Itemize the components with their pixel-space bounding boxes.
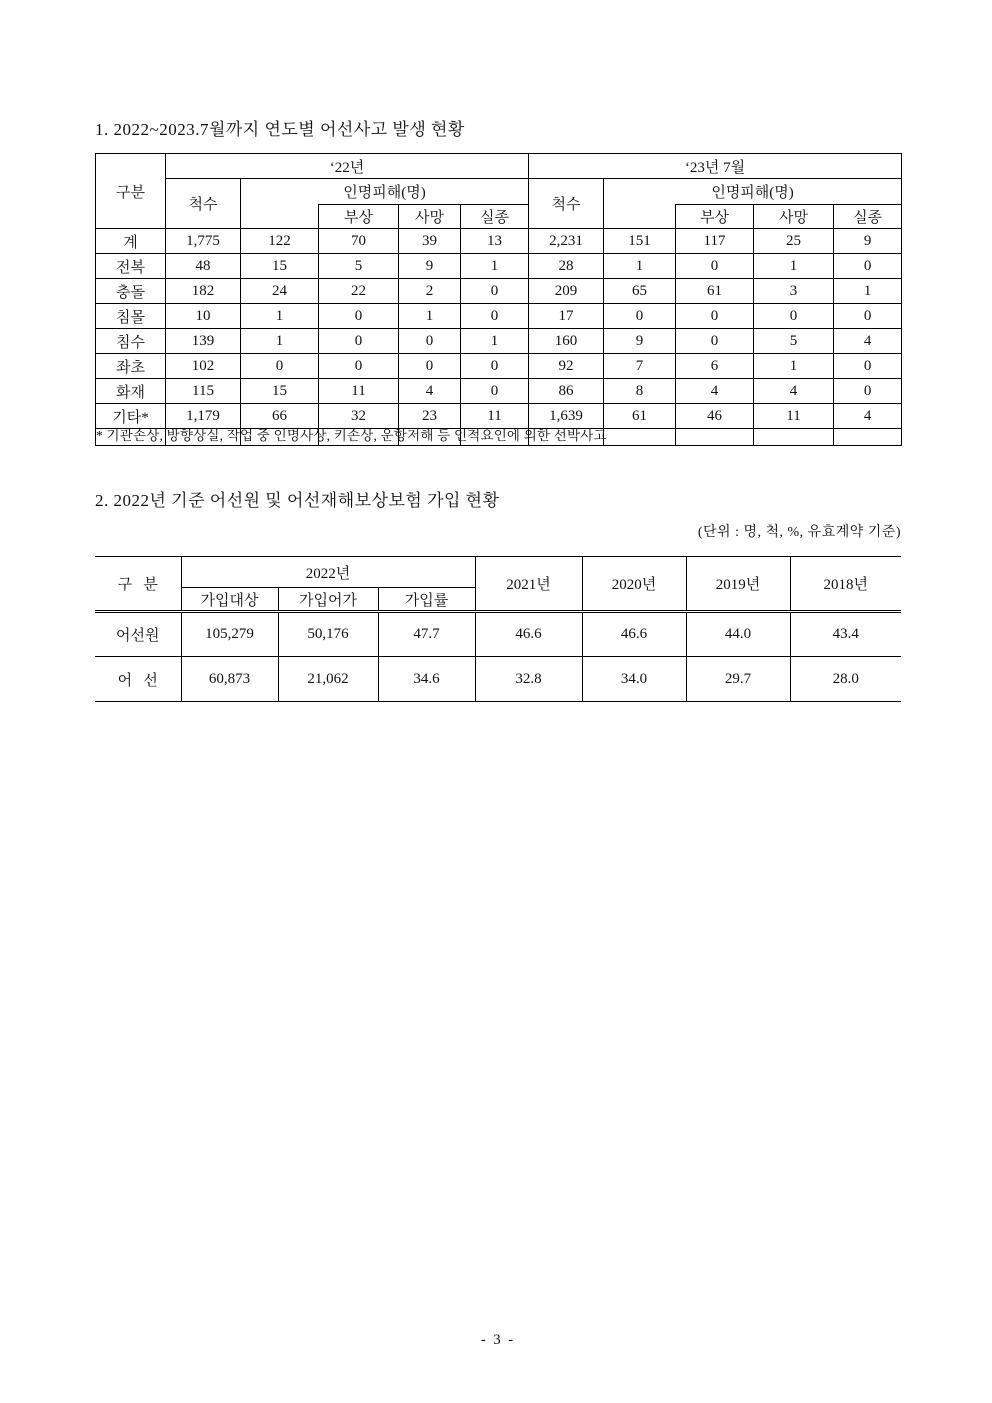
row-label: 어 선 [95, 657, 181, 702]
cell: 115 [166, 379, 241, 404]
cell: 2,231 [529, 229, 604, 254]
cell: 0 [834, 304, 902, 329]
cell: 0 [319, 304, 399, 329]
cell: 47.7 [378, 612, 475, 657]
header-casualties-23: 인명피해(명) [604, 179, 902, 205]
cell: 86 [529, 379, 604, 404]
cell: 39 [399, 229, 461, 254]
header-casualties-total-22 [241, 205, 319, 229]
cell: 2 [399, 279, 461, 304]
cell: 0 [834, 379, 902, 404]
cell: 46.6 [475, 612, 582, 657]
cell: 11 [461, 404, 529, 429]
row-label: 충돌 [96, 279, 166, 304]
row-label: 침수 [96, 329, 166, 354]
header-death-23: 사망 [754, 205, 834, 229]
cell: 5 [319, 254, 399, 279]
header-enrolled: 가입어가 [278, 588, 378, 612]
cell: 61 [676, 279, 754, 304]
table-row-total [96, 229, 902, 254]
cell: 1,775 [166, 229, 241, 254]
header-vessels-23: 척수 [529, 179, 604, 229]
header-category: 구분 [96, 154, 166, 229]
cell: 0 [461, 279, 529, 304]
cell: 32 [319, 404, 399, 429]
cell: 4 [834, 329, 902, 354]
cell: 0 [461, 304, 529, 329]
cell: 0 [604, 304, 676, 329]
cell: 28.0 [790, 657, 901, 702]
cell: 1 [241, 304, 319, 329]
insurance-table [95, 556, 901, 702]
cell: 48 [166, 254, 241, 279]
cell: 7 [604, 354, 676, 379]
header-2019: 2019년 [686, 557, 790, 612]
cell: 0 [676, 304, 754, 329]
cell: 13 [461, 229, 529, 254]
header-casualties-22: 인명피해(명) [241, 179, 529, 205]
cell: 15 [241, 254, 319, 279]
cell: 1 [241, 329, 319, 354]
header-vessels-22: 척수 [166, 179, 241, 229]
accidents-table-wrap [95, 153, 901, 446]
header-casualties-total-23 [604, 205, 676, 229]
table-row-sinking [96, 304, 902, 329]
cell: 11 [754, 404, 834, 429]
cell: 32.8 [475, 657, 582, 702]
cell: 151 [604, 229, 676, 254]
cell: 0 [241, 354, 319, 379]
cell: 23 [399, 404, 461, 429]
table-row-flooding [96, 329, 902, 354]
cell: 11 [319, 379, 399, 404]
table-row-fire [96, 379, 902, 404]
cell: 46 [676, 404, 754, 429]
header-2018: 2018년 [790, 557, 901, 612]
section1-title: 1. 2022~2023.7월까지 연도별 어선사고 발생 현황 [95, 120, 465, 139]
row-label: 전복 [96, 254, 166, 279]
cell: 1 [461, 254, 529, 279]
header-category: 구 분 [95, 557, 181, 612]
cell: 105,279 [181, 612, 278, 657]
header-year-2023: ‘23년 7월 [529, 154, 902, 179]
cell: 0 [399, 329, 461, 354]
header-injury-22: 부상 [319, 205, 399, 229]
cell: 70 [319, 229, 399, 254]
cell: 0 [676, 329, 754, 354]
cell: 50,176 [278, 612, 378, 657]
cell: 0 [754, 304, 834, 329]
cell: 60,873 [181, 657, 278, 702]
header-target: 가입대상 [181, 588, 278, 612]
table-row-capsize [96, 254, 902, 279]
page-number: - 3 - [480, 1332, 516, 1348]
cell: 34.0 [582, 657, 686, 702]
header-rate: 가입률 [378, 588, 475, 612]
cell: 182 [166, 279, 241, 304]
cell: 66 [241, 404, 319, 429]
row-label: 기타* [96, 404, 166, 429]
cell: 15 [241, 379, 319, 404]
table-footnote: * 기관손상, 방향상실, 작업 중 인명사상, 키손상, 운항저해 등 인적요인에 의한 선박사고 [96, 428, 607, 443]
accidents-table [95, 153, 902, 446]
cell: 17 [529, 304, 604, 329]
cell: 25 [754, 229, 834, 254]
cell: 22 [319, 279, 399, 304]
cell: 0 [461, 379, 529, 404]
cell: 0 [834, 254, 902, 279]
table-row-collision [96, 279, 902, 304]
cell: 8 [604, 379, 676, 404]
cell: 34.6 [378, 657, 475, 702]
header-year-2022: ‘22년 [166, 154, 529, 179]
header-row-casualties [96, 179, 902, 205]
cell: 117 [676, 229, 754, 254]
cell: 0 [461, 354, 529, 379]
unit-note: (단위 : 명, 척, %, 유효계약 기준) [697, 525, 901, 540]
cell: 43.4 [790, 612, 901, 657]
page-content [95, 115, 901, 702]
cell: 1 [754, 354, 834, 379]
cell: 29.7 [686, 657, 790, 702]
row-label: 좌초 [96, 354, 166, 379]
cell: 65 [604, 279, 676, 304]
cell: 92 [529, 354, 604, 379]
header-row-groups [96, 154, 902, 179]
cell: 139 [166, 329, 241, 354]
cell: 1,179 [166, 404, 241, 429]
cell: 0 [676, 254, 754, 279]
cell: 3 [754, 279, 834, 304]
table-row-grounding [96, 354, 902, 379]
cell: 1 [461, 329, 529, 354]
cell: 4 [676, 379, 754, 404]
cell: 209 [529, 279, 604, 304]
cell: 1,639 [529, 404, 604, 429]
header-injury-23: 부상 [676, 205, 754, 229]
cell: 0 [834, 354, 902, 379]
cell: 9 [834, 229, 902, 254]
header-row-years [95, 557, 901, 588]
cell: 6 [676, 354, 754, 379]
cell: 21,062 [278, 657, 378, 702]
row-label: 침몰 [96, 304, 166, 329]
row-label: 어선원 [95, 612, 181, 657]
cell: 1 [604, 254, 676, 279]
cell: 61 [604, 404, 676, 429]
header-missing-23: 실종 [834, 205, 902, 229]
cell: 102 [166, 354, 241, 379]
cell: 4 [399, 379, 461, 404]
table-row-vessel [95, 657, 901, 702]
header-2021: 2021년 [475, 557, 582, 612]
cell: 1 [399, 304, 461, 329]
cell: 0 [319, 354, 399, 379]
header-2022: 2022년 [181, 557, 475, 588]
cell: 9 [604, 329, 676, 354]
table-row-other [96, 404, 902, 429]
cell: 1 [754, 254, 834, 279]
cell: 0 [399, 354, 461, 379]
cell: 4 [754, 379, 834, 404]
row-label: 화재 [96, 379, 166, 404]
cell: 10 [166, 304, 241, 329]
cell: 46.6 [582, 612, 686, 657]
cell: 28 [529, 254, 604, 279]
section2 [95, 486, 901, 702]
cell: 122 [241, 229, 319, 254]
section2-title: 2. 2022년 기준 어선원 및 어선재해보상보험 가입 현황 [95, 491, 500, 510]
row-label: 계 [96, 229, 166, 254]
cell: 160 [529, 329, 604, 354]
cell: 0 [319, 329, 399, 354]
header-missing-22: 실종 [461, 205, 529, 229]
cell: 44.0 [686, 612, 790, 657]
table-row-crew [95, 612, 901, 657]
cell: 4 [834, 404, 902, 429]
cell: 9 [399, 254, 461, 279]
cell: 1 [834, 279, 902, 304]
cell: 5 [754, 329, 834, 354]
cell: 24 [241, 279, 319, 304]
header-death-22: 사망 [399, 205, 461, 229]
header-2020: 2020년 [582, 557, 686, 612]
